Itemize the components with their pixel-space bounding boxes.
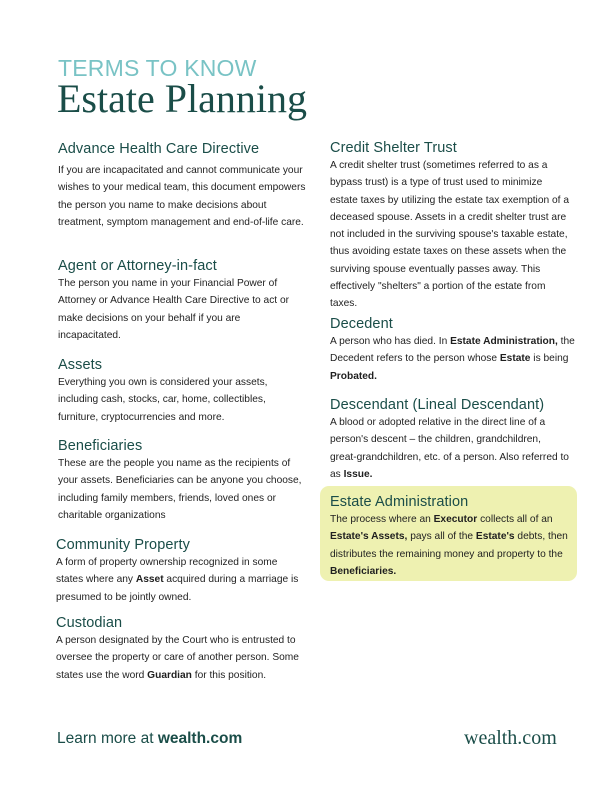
term-heading: Estate Administration	[330, 494, 469, 510]
body-text: The process where an	[330, 514, 434, 525]
body-text: A blood or adopted relative in the direct line of a person's descent – the children, grandchildren, great-grandchildren, etc. of a person. Also referred to as	[330, 417, 569, 480]
emphasized-term: Estate	[499, 353, 531, 365]
term-body	[58, 374, 306, 426]
emphasized-term: Asset	[135, 574, 164, 586]
term-body	[330, 333, 575, 385]
body-text: These are the people you name as the recipients of your assets. Beneficiaries can be anyone you choose, including family members, friends, loved ones or charitable organizations	[58, 458, 302, 521]
term-estate-administration	[330, 493, 576, 580]
term-community-property	[56, 536, 306, 606]
term-heading: Agent or Attorney-in-fact	[58, 258, 217, 274]
emphasized-term: Guardian	[147, 669, 192, 681]
emphasized-term: Probated.	[330, 370, 377, 382]
term-body	[58, 275, 306, 344]
term-heading: Decedent	[330, 316, 393, 332]
term-advance-health-care-directive	[58, 140, 306, 231]
term-body	[330, 511, 576, 580]
body-text: A person designated by the Court who is entrusted to oversee the property or care of another person. Some states use the word	[56, 635, 299, 681]
page-kicker: TERMS TO KNOW	[58, 55, 257, 81]
body-text: A credit shelter trust (sometimes referred to as a bypass trust) is a type of trust used to minimize estate taxes by utilizing the estate tax exemption of a deceased spouse. Assets in a credit shelter trust are not included in the surviving spouse's taxable estate, thus avoiding estate taxes on these assets when the surviving spouse eventually passes away. This effectively "shelters" a portion of the estate from taxes.	[330, 160, 569, 310]
emphasized-term: Estate Administration,	[450, 336, 558, 347]
term-body	[330, 414, 570, 483]
term-body	[56, 554, 306, 606]
term-descendant	[330, 396, 570, 483]
term-body	[56, 632, 308, 684]
term-heading: Beneficiaries	[58, 438, 143, 454]
term-body	[58, 162, 306, 231]
term-heading: Community Property	[56, 537, 190, 553]
body-text: is being	[530, 353, 569, 365]
term-heading: Assets	[58, 357, 103, 373]
body-text: Everything you own is considered your assets, including cash, stocks, car, home, collectibles, furniture, cryptocurrencies and more.	[58, 377, 268, 423]
term-body	[58, 455, 306, 524]
term-heading: Advance Health Care Directive	[58, 141, 260, 157]
body-text: debts, then distributes the remaining money and property to the	[330, 531, 568, 560]
emphasized-term: Estate's	[475, 531, 515, 543]
body-text: the Decedent refers to the person whose	[330, 336, 575, 365]
emphasized-term: Beneficiaries.	[330, 565, 397, 577]
body-text: for this position.	[191, 669, 267, 681]
page-title: Estate Planning	[57, 76, 307, 121]
term-assets	[58, 356, 306, 426]
body-text: collects all of an	[477, 514, 553, 525]
body-text: A person who has died. In	[330, 336, 451, 347]
term-credit-shelter-trust	[330, 139, 570, 313]
term-custodian	[56, 614, 308, 684]
learn-more-link[interactable]: wealth.com	[157, 730, 243, 747]
emphasized-term: Executor	[433, 514, 478, 525]
body-text: If you are incapacitated and cannot communicate your wishes to your medical team, this document empowers the person you name to make decisions about treatment, symptom management and end-of-life care.	[58, 165, 306, 228]
term-beneficiaries	[58, 437, 306, 524]
term-decedent	[330, 315, 575, 385]
body-text: acquired during a marriage is presumed to be jointly owned.	[56, 574, 299, 603]
term-heading: Credit Shelter Trust	[330, 140, 457, 156]
wealth-logo: wealth.com	[464, 727, 557, 749]
term-heading: Custodian	[56, 615, 123, 631]
body-text: The person you name in your Financial Power of Attorney or Advance Health Care Directive to act or make decisions on your behalf if you are incapacitated.	[58, 278, 290, 341]
learn-more-prefix: Learn more at	[57, 730, 158, 747]
term-agent-or-attorney-in-fact	[58, 257, 306, 344]
learn-more-cta[interactable]	[57, 729, 242, 749]
term-body	[330, 157, 570, 313]
body-text: A form of property ownership recognized in some states where any	[56, 557, 278, 586]
term-heading: Descendant (Lineal Descendant)	[330, 397, 545, 413]
emphasized-term: Estate's Assets,	[330, 531, 408, 543]
emphasized-term: Issue.	[343, 468, 373, 480]
body-text: pays all of the	[407, 531, 476, 543]
